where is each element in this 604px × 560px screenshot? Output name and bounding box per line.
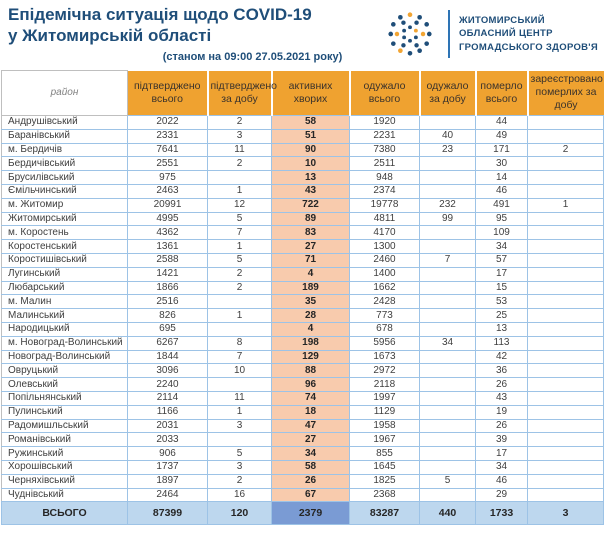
recovered-daily-cell <box>420 419 476 433</box>
district-cell: Бердичівський <box>2 157 128 171</box>
active-cases-cell: 198 <box>272 336 350 350</box>
active-cases-cell: 4 <box>272 322 350 336</box>
recovered-total-cell: 1825 <box>350 474 420 488</box>
deaths-daily-cell <box>528 460 604 474</box>
recovered-total-cell: 948 <box>350 171 420 185</box>
recovered-total-cell: 1400 <box>350 267 420 281</box>
table-row <box>2 405 604 419</box>
deaths-daily-cell <box>528 253 604 267</box>
deaths-total-cell: 113 <box>476 336 528 350</box>
deaths-total-cell: 49 <box>476 129 528 143</box>
table-row <box>2 391 604 405</box>
active-cases-cell: 35 <box>272 295 350 309</box>
confirmed-total-cell: 1361 <box>128 240 208 254</box>
deaths-total-cell: 109 <box>476 226 528 240</box>
recovered-total-cell: 1129 <box>350 405 420 419</box>
recovered-total-cell: 1958 <box>350 419 420 433</box>
recovered-daily-cell <box>420 267 476 281</box>
confirmed-total-cell: 2516 <box>128 295 208 309</box>
district-cell: Романівський <box>2 433 128 447</box>
recovered-total-cell: 2972 <box>350 364 420 378</box>
table-row <box>2 184 604 198</box>
district-cell: м. Житомир <box>2 198 128 212</box>
deaths-daily-cell <box>528 226 604 240</box>
confirmed-total-cell: 1844 <box>128 350 208 364</box>
confirmed-total-cell: 4362 <box>128 226 208 240</box>
table-row <box>2 447 604 461</box>
total-confirmed-daily: 120 <box>208 502 272 525</box>
confirmed-daily-cell: 7 <box>208 226 272 240</box>
col-header-recovered-total: одужало всього <box>350 71 420 116</box>
recovered-total-cell: 2368 <box>350 488 420 502</box>
deaths-total-cell: 36 <box>476 364 528 378</box>
district-cell: Хорошівський <box>2 460 128 474</box>
confirmed-total-cell: 1166 <box>128 405 208 419</box>
confirmed-daily-cell: 10 <box>208 364 272 378</box>
district-cell: Овруцький <box>2 364 128 378</box>
deaths-total-cell: 14 <box>476 171 528 185</box>
page-title <box>8 4 312 47</box>
recovered-daily-cell <box>420 488 476 502</box>
district-cell: Малинський <box>2 309 128 323</box>
confirmed-daily-cell: 7 <box>208 350 272 364</box>
deaths-daily-cell <box>528 419 604 433</box>
deaths-total-cell: 17 <box>476 267 528 281</box>
deaths-daily-cell <box>528 433 604 447</box>
deaths-daily-cell <box>528 309 604 323</box>
table-row <box>2 198 604 212</box>
confirmed-total-cell: 2588 <box>128 253 208 267</box>
confirmed-total-cell: 2240 <box>128 378 208 392</box>
active-cases-cell: 90 <box>272 143 350 157</box>
confirmed-total-cell: 1421 <box>128 267 208 281</box>
district-cell: Коростенський <box>2 240 128 254</box>
table-header-row <box>2 71 604 116</box>
deaths-total-cell: 17 <box>476 447 528 461</box>
confirmed-daily-cell: 2 <box>208 281 272 295</box>
table-row <box>2 171 604 185</box>
active-cases-cell: 71 <box>272 253 350 267</box>
confirmed-total-cell: 20991 <box>128 198 208 212</box>
recovered-total-cell: 7380 <box>350 143 420 157</box>
table-row <box>2 419 604 433</box>
total-deaths-daily: 3 <box>528 502 604 525</box>
recovered-total-cell: 855 <box>350 447 420 461</box>
recovered-daily-cell: 7 <box>420 253 476 267</box>
recovered-daily-cell <box>420 322 476 336</box>
confirmed-total-cell: 1897 <box>128 474 208 488</box>
district-cell: Коростишівський <box>2 253 128 267</box>
deaths-total-cell: 26 <box>476 419 528 433</box>
table-row <box>2 350 604 364</box>
district-cell: Ємільчинський <box>2 184 128 198</box>
deaths-total-cell: 25 <box>476 309 528 323</box>
confirmed-total-cell: 826 <box>128 309 208 323</box>
confirmed-total-cell: 975 <box>128 171 208 185</box>
confirmed-daily-cell: 16 <box>208 488 272 502</box>
confirmed-daily-cell: 2 <box>208 474 272 488</box>
col-header-confirmed-total: підтверджено всього <box>128 71 208 116</box>
page-title-line1: Епідемічна ситуація щодо COVID-19 <box>8 5 312 24</box>
confirmed-daily-cell <box>208 433 272 447</box>
active-cases-cell: 67 <box>272 488 350 502</box>
deaths-total-cell: 19 <box>476 405 528 419</box>
table-row <box>2 116 604 130</box>
table-row <box>2 281 604 295</box>
recovered-daily-cell <box>420 433 476 447</box>
recovered-total-cell: 2460 <box>350 253 420 267</box>
district-cell: Любарський <box>2 281 128 295</box>
table-body <box>2 116 604 502</box>
confirmed-total-cell: 2551 <box>128 157 208 171</box>
table-row <box>2 488 604 502</box>
active-cases-cell: 10 <box>272 157 350 171</box>
deaths-daily-cell <box>528 322 604 336</box>
deaths-total-cell: 26 <box>476 378 528 392</box>
district-cell: Олевський <box>2 378 128 392</box>
org-name-line3: ГРОМАДСЬКОГО ЗДОРОВ'Я <box>458 41 598 53</box>
table-row <box>2 129 604 143</box>
recovered-total-cell: 2374 <box>350 184 420 198</box>
district-cell: Житомирський <box>2 212 128 226</box>
recovered-total-cell: 5956 <box>350 336 420 350</box>
recovered-daily-cell: 40 <box>420 129 476 143</box>
deaths-daily-cell <box>528 391 604 405</box>
recovered-total-cell: 4811 <box>350 212 420 226</box>
deaths-total-cell: 34 <box>476 240 528 254</box>
active-cases-cell: 722 <box>272 198 350 212</box>
confirmed-daily-cell: 3 <box>208 419 272 433</box>
deaths-total-cell: 30 <box>476 157 528 171</box>
confirmed-daily-cell <box>208 378 272 392</box>
recovered-daily-cell <box>420 226 476 240</box>
table-row <box>2 460 604 474</box>
org-name <box>459 14 600 54</box>
active-cases-cell: 26 <box>272 474 350 488</box>
confirmed-total-cell: 2464 <box>128 488 208 502</box>
recovered-daily-cell: 23 <box>420 143 476 157</box>
deaths-daily-cell <box>528 474 604 488</box>
confirmed-daily-cell: 2 <box>208 116 272 130</box>
confirmed-daily-cell: 8 <box>208 336 272 350</box>
confirmed-total-cell: 7641 <box>128 143 208 157</box>
district-cell: Попільнянський <box>2 391 128 405</box>
confirmed-total-cell: 1737 <box>128 460 208 474</box>
confirmed-daily-cell: 1 <box>208 240 272 254</box>
table-row <box>2 322 604 336</box>
recovered-daily-cell: 5 <box>420 474 476 488</box>
active-cases-cell: 47 <box>272 419 350 433</box>
deaths-daily-cell <box>528 116 604 130</box>
recovered-daily-cell <box>420 350 476 364</box>
recovered-daily-cell <box>420 281 476 295</box>
deaths-total-cell: 42 <box>476 350 528 364</box>
deaths-daily-cell <box>528 240 604 254</box>
confirmed-total-cell: 2022 <box>128 116 208 130</box>
confirmed-daily-cell: 2 <box>208 157 272 171</box>
confirmed-daily-cell: 1 <box>208 184 272 198</box>
table-row <box>2 226 604 240</box>
recovered-daily-cell <box>420 405 476 419</box>
district-cell: Лугинський <box>2 267 128 281</box>
confirmed-daily-cell <box>208 171 272 185</box>
confirmed-daily-cell: 5 <box>208 253 272 267</box>
recovered-daily-cell: 99 <box>420 212 476 226</box>
recovered-daily-cell <box>420 240 476 254</box>
deaths-daily-cell: 1 <box>528 198 604 212</box>
active-cases-cell: 34 <box>272 447 350 461</box>
recovered-daily-cell <box>420 171 476 185</box>
recovered-total-cell: 1997 <box>350 391 420 405</box>
confirmed-daily-cell: 3 <box>208 460 272 474</box>
deaths-daily-cell <box>528 184 604 198</box>
active-cases-cell: 13 <box>272 171 350 185</box>
active-cases-cell: 4 <box>272 267 350 281</box>
confirmed-daily-cell: 1 <box>208 405 272 419</box>
confirmed-daily-cell: 11 <box>208 391 272 405</box>
col-header-confirmed-daily: підтверджено за добу <box>208 71 272 116</box>
confirmed-total-cell: 2463 <box>128 184 208 198</box>
deaths-daily-cell <box>528 350 604 364</box>
recovered-total-cell: 19778 <box>350 198 420 212</box>
confirmed-total-cell: 3096 <box>128 364 208 378</box>
table-row <box>2 143 604 157</box>
recovered-total-cell: 1662 <box>350 281 420 295</box>
district-cell: Андрушівський <box>2 116 128 130</box>
deaths-total-cell: 44 <box>476 116 528 130</box>
active-cases-cell: 89 <box>272 212 350 226</box>
deaths-daily-cell <box>528 171 604 185</box>
table-footer <box>2 502 604 525</box>
table-row <box>2 240 604 254</box>
recovered-daily-cell <box>420 364 476 378</box>
col-header-recovered-daily: одужало за добу <box>420 71 476 116</box>
org-name-line1: ЖИТОМИРСЬКИЙ <box>458 15 545 27</box>
table-row <box>2 309 604 323</box>
recovered-daily-cell: 34 <box>420 336 476 350</box>
recovered-total-cell: 4170 <box>350 226 420 240</box>
district-cell: м. Новоград-Волинський <box>2 336 128 350</box>
confirmed-total-cell: 1866 <box>128 281 208 295</box>
col-header-active-cases: активних хворих <box>272 71 350 116</box>
total-recovered-daily: 440 <box>420 502 476 525</box>
recovered-total-cell: 773 <box>350 309 420 323</box>
deaths-daily-cell <box>528 281 604 295</box>
active-cases-cell: 74 <box>272 391 350 405</box>
recovered-daily-cell <box>420 378 476 392</box>
confirmed-daily-cell: 12 <box>208 198 272 212</box>
confirmed-total-cell: 906 <box>128 447 208 461</box>
district-cell: м. Бердичів <box>2 143 128 157</box>
confirmed-daily-cell: 5 <box>208 212 272 226</box>
org-name-line2: ОБЛАСНИЙ ЦЕНТР <box>458 28 553 40</box>
confirmed-total-cell: 2031 <box>128 419 208 433</box>
recovered-total-cell: 1967 <box>350 433 420 447</box>
deaths-total-cell: 29 <box>476 488 528 502</box>
table-row <box>2 267 604 281</box>
district-cell: Чуднівський <box>2 488 128 502</box>
col-header-deaths-total: померло всього <box>476 71 528 116</box>
total-deaths-total: 1733 <box>476 502 528 525</box>
confirmed-daily-cell: 2 <box>208 267 272 281</box>
confirmed-total-cell: 695 <box>128 322 208 336</box>
deaths-daily-cell <box>528 267 604 281</box>
active-cases-cell: 58 <box>272 116 350 130</box>
col-header-deaths-daily: зареєстровано померлих за добу <box>528 71 604 116</box>
confirmed-total-cell: 2114 <box>128 391 208 405</box>
district-cell: Ружинський <box>2 447 128 461</box>
table-row <box>2 157 604 171</box>
report-timestamp: (станом на 09:00 27.05.2021 року) <box>162 51 343 63</box>
district-cell: Брусилівський <box>2 171 128 185</box>
recovered-total-cell: 2428 <box>350 295 420 309</box>
report-header <box>0 0 604 70</box>
deaths-daily-cell <box>528 447 604 461</box>
recovered-total-cell: 1300 <box>350 240 420 254</box>
table-header <box>2 71 604 116</box>
deaths-daily-cell <box>528 157 604 171</box>
active-cases-cell: 58 <box>272 460 350 474</box>
recovered-daily-cell <box>420 460 476 474</box>
logo-divider <box>448 10 450 58</box>
total-label: ВСЬОГО <box>2 502 128 525</box>
deaths-daily-cell: 2 <box>528 143 604 157</box>
recovered-total-cell: 1920 <box>350 116 420 130</box>
active-cases-cell: 27 <box>272 433 350 447</box>
table-row <box>2 336 604 350</box>
recovered-total-cell: 2118 <box>350 378 420 392</box>
total-recovered-total: 83287 <box>350 502 420 525</box>
active-cases-cell: 83 <box>272 226 350 240</box>
deaths-total-cell: 34 <box>476 460 528 474</box>
deaths-daily-cell <box>528 405 604 419</box>
org-logo-icon <box>381 7 439 61</box>
active-cases-cell: 27 <box>272 240 350 254</box>
district-cell: Пулинський <box>2 405 128 419</box>
deaths-total-cell: 13 <box>476 322 528 336</box>
deaths-total-cell: 15 <box>476 281 528 295</box>
active-cases-cell: 129 <box>272 350 350 364</box>
recovered-daily-cell <box>420 447 476 461</box>
confirmed-daily-cell <box>208 322 272 336</box>
deaths-daily-cell <box>528 378 604 392</box>
table-row <box>2 253 604 267</box>
district-cell: м. Малин <box>2 295 128 309</box>
confirmed-daily-cell: 3 <box>208 129 272 143</box>
recovered-daily-cell <box>420 184 476 198</box>
active-cases-cell: 88 <box>272 364 350 378</box>
deaths-total-cell: 171 <box>476 143 528 157</box>
table-row <box>2 212 604 226</box>
recovered-total-cell: 2511 <box>350 157 420 171</box>
deaths-total-cell: 43 <box>476 391 528 405</box>
deaths-daily-cell <box>528 212 604 226</box>
district-cell: Радомишльський <box>2 419 128 433</box>
active-cases-cell: 43 <box>272 184 350 198</box>
confirmed-daily-cell <box>208 295 272 309</box>
confirmed-total-cell: 2331 <box>128 129 208 143</box>
deaths-daily-cell <box>528 129 604 143</box>
recovered-daily-cell <box>420 391 476 405</box>
recovered-daily-cell <box>420 116 476 130</box>
district-cell: м. Коростень <box>2 226 128 240</box>
district-cell: Черняхівський <box>2 474 128 488</box>
deaths-total-cell: 57 <box>476 253 528 267</box>
deaths-total-cell: 39 <box>476 433 528 447</box>
active-cases-cell: 51 <box>272 129 350 143</box>
total-confirmed-total: 87399 <box>128 502 208 525</box>
recovered-daily-cell <box>420 295 476 309</box>
recovered-total-cell: 1673 <box>350 350 420 364</box>
table-row <box>2 433 604 447</box>
recovered-total-cell: 2231 <box>350 129 420 143</box>
table-row <box>2 295 604 309</box>
confirmed-daily-cell: 5 <box>208 447 272 461</box>
deaths-daily-cell <box>528 336 604 350</box>
table-row <box>2 474 604 488</box>
recovered-daily-cell <box>420 157 476 171</box>
confirmed-daily-cell: 11 <box>208 143 272 157</box>
recovered-daily-cell <box>420 309 476 323</box>
active-cases-cell: 28 <box>272 309 350 323</box>
deaths-total-cell: 46 <box>476 184 528 198</box>
deaths-daily-cell <box>528 295 604 309</box>
confirmed-total-cell: 4995 <box>128 212 208 226</box>
col-header-district: район <box>2 71 128 116</box>
active-cases-cell: 18 <box>272 405 350 419</box>
deaths-total-cell: 491 <box>476 198 528 212</box>
table-row <box>2 364 604 378</box>
table-row <box>2 378 604 392</box>
total-active-cases: 2379 <box>272 502 350 525</box>
confirmed-daily-cell: 1 <box>208 309 272 323</box>
total-row <box>2 502 604 525</box>
org-logo-block <box>381 4 600 64</box>
confirmed-total-cell: 6267 <box>128 336 208 350</box>
covid-stats-table <box>1 70 604 525</box>
district-cell: Народицький <box>2 322 128 336</box>
confirmed-total-cell: 2033 <box>128 433 208 447</box>
deaths-total-cell: 95 <box>476 212 528 226</box>
recovered-total-cell: 678 <box>350 322 420 336</box>
deaths-total-cell: 53 <box>476 295 528 309</box>
recovered-daily-cell: 232 <box>420 198 476 212</box>
deaths-daily-cell <box>528 364 604 378</box>
active-cases-cell: 96 <box>272 378 350 392</box>
recovered-total-cell: 1645 <box>350 460 420 474</box>
district-cell: Баранівський <box>2 129 128 143</box>
active-cases-cell: 189 <box>272 281 350 295</box>
deaths-daily-cell <box>528 488 604 502</box>
deaths-total-cell: 46 <box>476 474 528 488</box>
page-title-line2: у Житомирській області <box>8 26 212 46</box>
district-cell: Новоград-Волинський <box>2 350 128 364</box>
